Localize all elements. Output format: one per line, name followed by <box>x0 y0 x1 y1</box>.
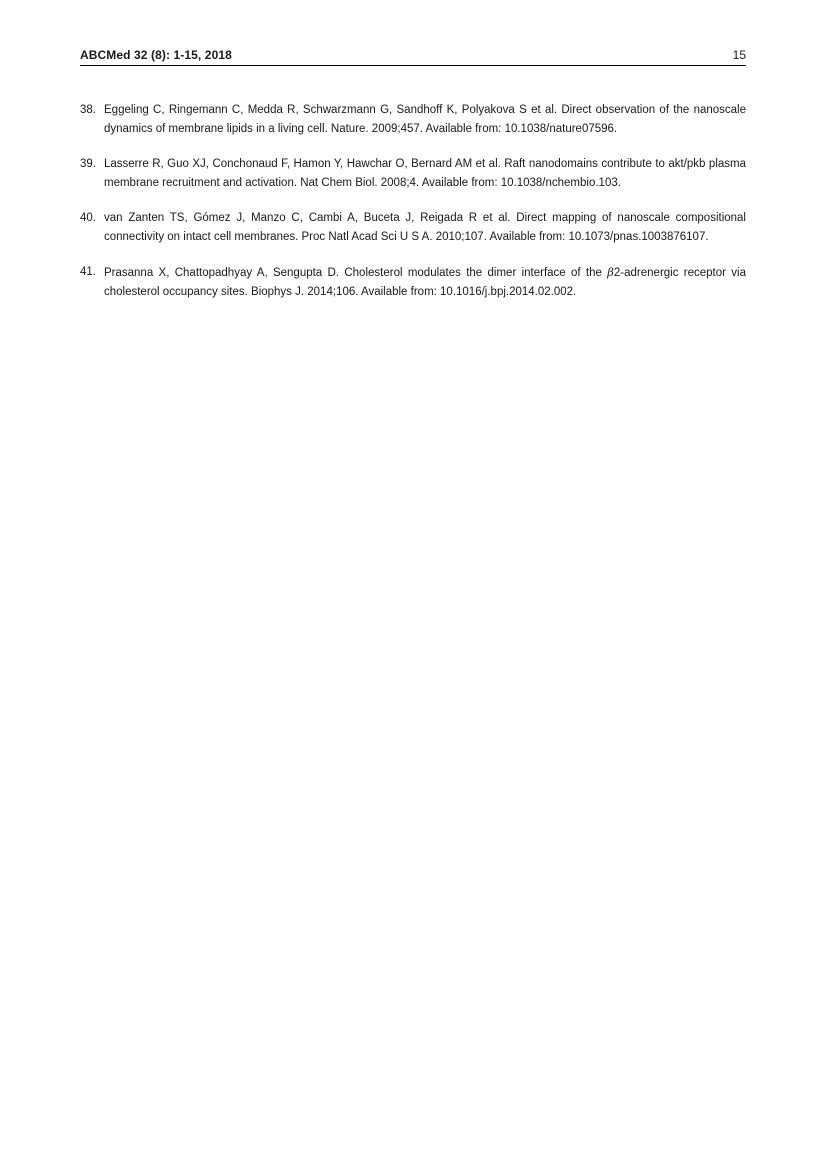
reference-list <box>80 101 746 318</box>
journal-citation: ABCMed 32 (8): 1-15, 2018 <box>80 48 232 62</box>
reference-text-part: Prasanna X, Chattopadhyay A, Sengupta D. Cholesterol modulates the dimer interface of the <box>104 267 608 279</box>
reference-number: 40. <box>80 212 96 224</box>
beta-symbol: β <box>607 265 614 279</box>
reference-38 <box>80 101 746 139</box>
reference-text: Eggeling C, Ringemann C, Medda R, Schwarzmann G, Sandhoff K, Polyakova S et al. Direct observation of the nanoscale dynamics of membrane lipids in a living cell. Nature. 2009;457. Available from: 10.1038/nature07596. <box>104 104 746 135</box>
running-header <box>80 48 746 66</box>
reference-text-part: 2-adrenergic receptor via cholesterol occupancy sites. Biophys J. 2014;106. Available from: 10.1016/j.bpj.2014.02.002. <box>104 267 746 298</box>
reference-number: 38. <box>80 104 96 116</box>
reference-number: 41. <box>80 266 96 278</box>
reference-text: van Zanten TS, Gómez J, Manzo C, Cambi A, Buceta J, Reigada R et al. Direct mapping of nanoscale compositional connectivity on intact cell membranes. Proc Natl Acad Sci U S A. 2010;107. Available from: 10.1073/pnas.1003876107. <box>104 212 746 243</box>
reference-number: 39. <box>80 158 96 170</box>
reference-text: Lasserre R, Guo XJ, Conchonaud F, Hamon Y, Hawchar O, Bernard AM et al. Raft nanodomains contribute to akt/pkb plasma membrane recruitment and activation. Nat Chem Biol. 2008;4. Available from: 10.1038/nchembio.103. <box>104 158 746 189</box>
reference-40 <box>80 209 746 247</box>
page-number: 15 <box>732 48 746 62</box>
reference-39 <box>80 155 746 193</box>
reference-41 <box>80 263 746 302</box>
